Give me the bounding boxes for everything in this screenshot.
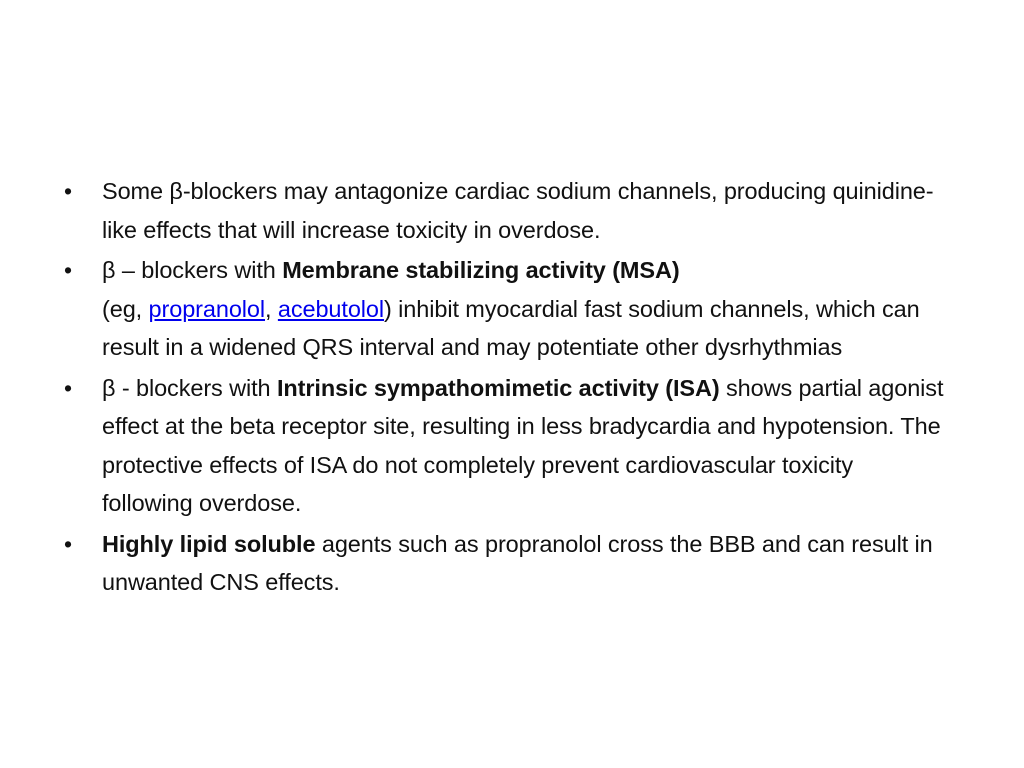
bullet-bold-term: Highly lipid soluble (102, 530, 316, 557)
bullet-suffix: agents such as propranolol cross the BBB and can result in unwanted CNS effects. (102, 530, 933, 595)
bullet-dot: • (64, 178, 72, 204)
bullet-item-1 (64, 172, 944, 249)
bullet-list (64, 172, 944, 604)
bullet-dot: • (64, 374, 72, 401)
bullet-item-3 (64, 369, 944, 523)
bullet-bold-term: Membrane stabilizing activity (MSA) (282, 257, 680, 283)
acebutolol-link[interactable]: acebutolol (277, 295, 385, 322)
bullet-continuation (102, 290, 944, 367)
bullet-prefix: β - blockers with (102, 374, 277, 401)
bullet-item-2 (64, 251, 944, 367)
bullet-prefix: β – blockers with (102, 257, 283, 283)
bullet-item-4 (64, 525, 944, 602)
bullet-dot: • (64, 530, 72, 557)
bullet-suffix: shows partial agonist effect at the beta receptor site, resulting in less bradycardia and hypotension. The protective effects of ISA do not completely prevent cardiovascular toxicity following overdose. (102, 374, 944, 516)
eg-open: (eg, (102, 295, 149, 322)
bullet-bold-term: Intrinsic sympathomimetic activity (ISA) (276, 374, 720, 401)
propranolol-link[interactable]: propranolol (148, 295, 266, 322)
bullet-dot: • (64, 257, 72, 283)
bullet-text: Some β-blockers may antagonize cardiac sodium channels, producing quinidine-like effects that will increase toxicity in overdose. (102, 178, 934, 243)
bullet-suffix: ) inhibit myocardial fast sodium channels, which can result in a widened QRS interval and may potentiate other dysrhythmias (102, 295, 920, 360)
link-separator: , (265, 295, 278, 322)
